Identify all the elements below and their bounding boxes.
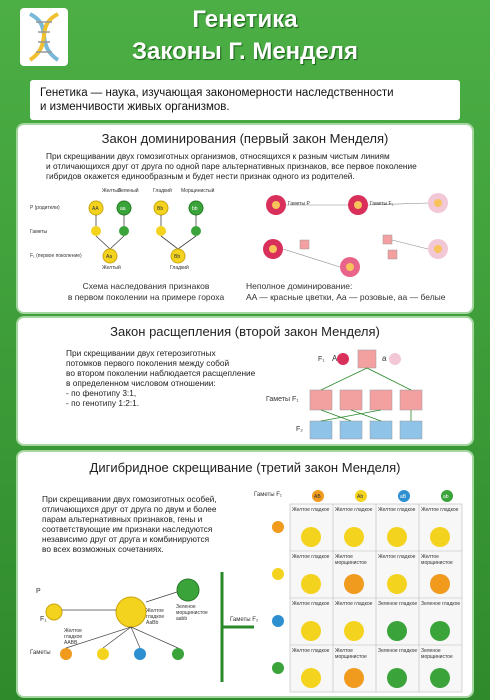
law3-text-3: соответствующие им признаки наследуются <box>42 524 213 534</box>
law1-right-caption-2: AA — красные цветки, Aa — розовые, aa — белые <box>246 292 446 302</box>
definition-line-2: и изменчивости живых организмов. <box>40 101 230 113</box>
f1-label-0: Желтый <box>102 265 121 271</box>
law2-scheme <box>18 318 472 444</box>
pea-label-1: Зеленый <box>118 188 139 194</box>
flower-white-icon <box>428 193 448 259</box>
definition-line-1: Генетика — наука, изучающая закономерности наследственности <box>40 87 394 99</box>
parent2-label <box>176 604 208 622</box>
law3-panel <box>18 452 472 696</box>
law2-allele-b: a <box>382 354 387 363</box>
law1-text-3: гибридов окажется единообразным и будет нести признак одного из родителей. <box>46 171 355 181</box>
pea-genotype-3: bb <box>192 206 198 212</box>
law2-f1-label: F₁ <box>318 356 325 363</box>
header <box>0 0 490 75</box>
grid-cell-1-0: Желтое гладкое <box>292 554 330 560</box>
law2-text-5: - по генотипу 1:2:1. <box>66 398 140 408</box>
law1-title: Закон доминирования (первый закон Менделя) <box>101 131 389 146</box>
grid-cell-3-1: Желтое морщинистое <box>335 648 367 660</box>
gametes-f2-label: Гаметы F₂ <box>230 617 259 623</box>
grid-cell-1-1: Желтое морщинистое <box>335 554 367 566</box>
f1-pea-line-2: AaBb <box>146 620 159 626</box>
law2-panel <box>18 318 472 444</box>
law3-f1-label: F₁ <box>40 616 47 623</box>
law2-text-4: - по фенотипу 3:1, <box>66 388 137 398</box>
page-subtitle: Законы Г. Менделя <box>131 38 358 65</box>
parent2-line-1: морщинистое <box>176 610 208 616</box>
law3-title: Дигибридное скрещивание (третий закон Менделя) <box>89 460 401 475</box>
law3-text-1: отличающихся друг от друга по двум и более <box>42 504 217 514</box>
law3-text-0: При скрещивании двух гомозиготных особей, <box>42 494 217 504</box>
law1-right-caption-1: Неполное доминирование: <box>246 281 353 291</box>
grid-cell-0-3: Желтое гладкое <box>421 507 459 513</box>
law1-right-caption <box>246 281 466 303</box>
pea-genotype-0: AA <box>92 206 99 212</box>
pea-label-0: Желтый <box>102 188 121 194</box>
grid-cell-0-1: Желтое гладкое <box>335 507 373 513</box>
law2-text-0: При скрещивании двух гетерозиготных <box>66 348 216 358</box>
law2-title: Закон расщепления (второй закон Менделя) <box>110 324 380 339</box>
law3-scheme <box>18 452 472 696</box>
flower-red-icon <box>263 195 368 259</box>
gamete-code-3: ab <box>443 494 449 500</box>
grid-cell-2-1: Желтое гладкое <box>335 601 373 607</box>
flower-gametes-p-label: Гаметы P <box>288 201 310 207</box>
law2-text-1: потомков первого поколения между собой <box>66 358 230 368</box>
law3-text-4: независимо друг от друга и комбинируются <box>42 534 210 544</box>
grid-cell-3-0: Желтое гладкое <box>292 648 330 654</box>
law2-text-2: во втором поколении наблюдается расщепление <box>66 368 256 378</box>
law3-p-label: P <box>36 588 41 595</box>
law1-text-2: и отличающихся друг от друга по одной паре альтернативных признаков, все первое поколение <box>46 161 417 171</box>
gamete-code-1: Ab <box>357 494 364 500</box>
row-gametes-label: Гаметы <box>30 229 48 235</box>
page-title: Генетика <box>192 6 298 33</box>
row-f1-label: F₁ (первое поколение) <box>30 253 82 259</box>
definition-box <box>30 80 460 120</box>
grid-cell-1-2: Желтое гладкое <box>378 554 416 560</box>
grid-cell-0-2: Желтое гладкое <box>378 507 416 513</box>
flower-gametes-f1-label: Гаметы F₁ <box>370 201 394 207</box>
f1-label-1: Гладкий <box>170 265 189 271</box>
f1-pea-label <box>146 608 164 626</box>
pea-genotype-1: aa <box>120 206 126 212</box>
grid-cell-2-0: Желтое гладкое <box>292 601 330 607</box>
parent2-line-0: Зеленое <box>176 604 196 610</box>
flower-pink-icon <box>340 257 360 277</box>
grid-cell-2-2: Зеленое гладкое <box>378 601 418 607</box>
law2-allele-a: A <box>332 354 338 363</box>
pea-genotype-2: Bb <box>157 206 164 212</box>
law2-f2-label: F₂ <box>296 426 303 433</box>
law1-panel <box>18 125 472 312</box>
parent2-line-2: aabb <box>176 616 188 622</box>
law2-text-3: в определенном числовом отношении: <box>66 378 216 388</box>
pea-label-3: Морщинистый <box>181 188 215 194</box>
grid-cell-3-2: Зеленое гладкое <box>378 648 418 654</box>
grid-cell-3-3: Зеленое морщинистое <box>421 648 453 660</box>
grid-cell-1-3: Желтое морщинистое <box>421 554 453 566</box>
f1-pea-line-0: Желтое <box>146 608 164 614</box>
grid-cell-2-3: Зеленое гладкое <box>421 601 461 607</box>
f1-genotype-1: Bb <box>174 254 181 260</box>
gametes-f1-header: Гаметы F₁ <box>254 492 282 498</box>
law2-gametes-label: Гаметы F₁ <box>266 396 299 403</box>
pea-label-2: Гладкий <box>153 188 172 194</box>
gamete-code-0: AB <box>314 494 321 500</box>
law3-text-2: парам альтернативных признаков, гены и <box>42 514 203 524</box>
row-p-label: P (родители) <box>30 205 60 211</box>
law1-left-caption-2: в первом поколении на примере гороха <box>67 292 225 302</box>
law3-gametes-label: Гаметы <box>30 650 51 656</box>
gamete-code-2: aB <box>400 494 407 500</box>
parent1-line-2: AABB <box>64 640 78 646</box>
parent1-line-0: Желтое <box>64 628 82 634</box>
law1-text-1: При скрещивании двух гомозиготных организмов, относящихся к разным чистым линиям <box>46 151 390 161</box>
law1-left-caption <box>46 281 246 303</box>
parent1-line-1: гладкое <box>64 634 83 640</box>
f1-genotype-0: Aa <box>106 254 113 260</box>
law1-left-caption-1: Схема наследования признаков <box>82 281 210 291</box>
grid-cell-0-0: Желтое гладкое <box>292 507 330 513</box>
parent1-label <box>64 628 82 646</box>
f1-pea-line-1: гладкое <box>146 614 165 620</box>
law3-text-5: во всех возможных сочетаниях. <box>42 544 164 554</box>
